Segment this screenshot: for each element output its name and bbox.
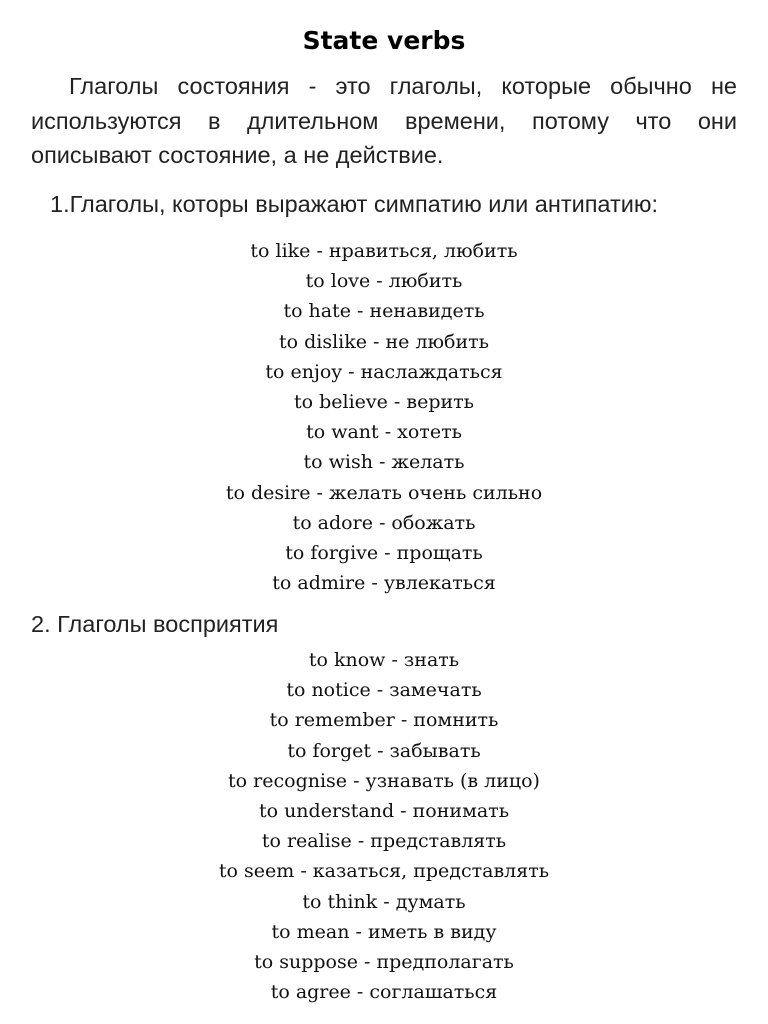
verb-item: to realise - представлять [261,830,507,853]
intro-paragraph: Глаголы состояния - это глаголы, которые обычно не используются в длительном времени, потому что они описывают состояние, а не действие. [31,73,737,168]
verb-item: to recognise - узнавать (в лицо) [228,769,540,792]
verb-item: to admire - увлекаться [272,572,496,595]
verb-item: to want - хотеть [306,421,462,444]
section-2-heading: 2. Глаголы восприятия [31,611,279,637]
verb-item: to love - любить [305,270,463,293]
page-title: State verbs [302,26,466,55]
verb-item: to wish - желать [303,451,465,474]
verb-item: to understand - понимать [258,800,510,823]
verb-item: to believe - верить [293,391,475,414]
verb-item: to forget - забывать [287,739,481,762]
verb-item: to forgive - прощать [285,542,483,565]
verb-item: to agree - соглашаться [270,981,498,1004]
verb-item: to seem - казаться, представлять [218,860,550,883]
section-2-verb-list [0,645,768,1007]
verb-item: to remember - помнить [269,709,499,732]
verb-item: to think - думать [302,890,466,913]
verb-item: to suppose - предполагать [254,951,514,974]
verb-item: to hate - ненавидеть [283,300,485,323]
verb-item: to know - знать [308,649,460,671]
verb-item: to adore - обожать [292,511,476,534]
verb-item: to desire - желать очень сильно [225,481,543,504]
section-1-verb-list [0,236,768,598]
section-1-heading: 1.Глаголы, которы выражают симпатию или антипатию: [50,191,659,217]
verb-item: to mean - иметь в виду [271,920,497,943]
verb-item: to enjoy - наслаждаться [265,360,503,383]
verb-item: to notice - замечать [286,679,482,702]
verb-item: to dislike - не любить [278,330,490,353]
verb-item: to like - нравиться, любить [250,240,518,262]
